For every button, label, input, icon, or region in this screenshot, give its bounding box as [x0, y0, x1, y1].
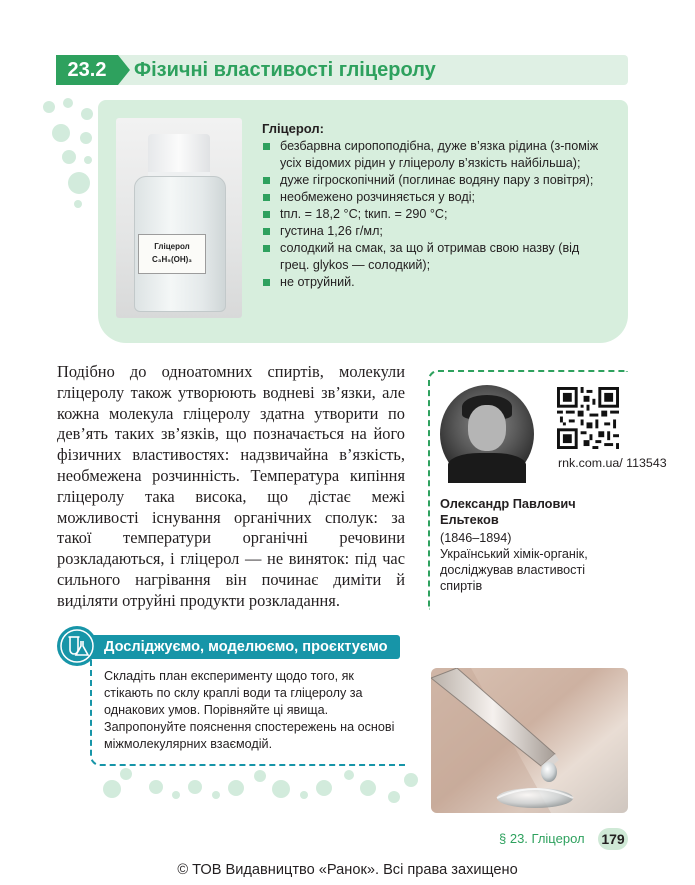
bottle-label: [138, 234, 206, 274]
footer-section-ref: § 23. Гліцерол: [499, 831, 585, 846]
dropper-photo: [431, 668, 628, 813]
decor-dot: [228, 780, 244, 796]
decor-dot: [103, 780, 121, 798]
biography-years: (1846–1894): [440, 531, 512, 545]
bottle-cap: [148, 134, 210, 174]
decor-dot: [212, 791, 220, 799]
decor-dot: [62, 150, 76, 164]
research-title: Досліджуємо, моделюємо, проєктуємо: [104, 639, 388, 655]
section-number: 23.2: [56, 55, 118, 85]
decor-dot: [316, 780, 332, 796]
biography-name: Олександр Павлович Ельтеков: [440, 496, 576, 527]
page-number: 179: [598, 828, 628, 850]
decor-dot: [254, 770, 266, 782]
decor-dot: [52, 124, 70, 142]
decor-dot: [300, 791, 308, 799]
dropper-illustration: [431, 668, 628, 813]
main-paragraph: Подібно до одноатомних спиртів, молекули гліцеролу також утворюють водневі зв’язки, але кожна молекула гліцеролу здатна утворити по дев’ять таких зв’язків, що позначається на його фізичних властивостях: надзвичайна в’язкість, необмежена розчинність. Температура кипіння гліцеролу така висока, що дістає межі можливості існування органічних сполук: за такої температури органічні речовини розкладаються, і гліцерол — не виняток: під час сильного нагрівання він починає диміти й виділяти отруйні продукти розкладання.: [57, 362, 405, 610]
biography-text: [440, 530, 610, 594]
decor-dot: [84, 156, 92, 164]
decor-dot: [68, 172, 90, 194]
bottle-label-formula: C₃H₅(OH)₃: [152, 255, 192, 264]
decor-dot: [272, 780, 290, 798]
decor-dot: [188, 780, 202, 794]
portrait-coat: [448, 453, 526, 483]
decor-dot: [120, 768, 132, 780]
decor-dot: [81, 108, 93, 120]
decor-dot: [80, 132, 92, 144]
list-item: tпл. = 18,2 °C; tкип. = 290 °C;: [262, 206, 607, 223]
biography-description: Український хімік-органік, досліджував властивості спиртів: [440, 547, 588, 593]
decor-dot: [388, 791, 400, 803]
qr-code-icon[interactable]: [557, 387, 619, 449]
decor-dot: [360, 780, 376, 796]
properties-list: [262, 138, 607, 291]
portrait-photo: [440, 385, 534, 483]
qr-link-text[interactable]: rnk.com.ua/ 113543: [558, 456, 667, 470]
properties-title: Гліцерол:: [262, 121, 324, 136]
list-item: солодкий на смак, за що й отримав свою назву (від грец. glykos — солодкий);: [262, 240, 607, 274]
flask-icon-graphic: [57, 626, 97, 666]
decor-dot: [63, 98, 73, 108]
flask-icon: [57, 626, 97, 666]
list-item: густина 1,26 г/мл;: [262, 223, 607, 240]
bottle-label-name: Гліцерол: [154, 242, 190, 251]
list-item: дуже гігроскопічний (поглинає водяну пару з повітря);: [262, 172, 607, 189]
decor-dot: [172, 791, 180, 799]
glycerol-bottle-photo: [116, 118, 242, 318]
decor-dot: [149, 780, 163, 794]
decor-dot: [74, 200, 82, 208]
list-item: необмежено розчиняється у воді;: [262, 189, 607, 206]
research-text: Складіть план експерименту щодо того, як стікають по склу краплі води та гліцеролу за однакових умов. Порівняйте ці явища. Запропонуйте пояснення спостережень на основі міжмолекулярних взаємодій.: [104, 669, 395, 751]
decor-dot: [43, 101, 55, 113]
list-item: безбарвна сиропоподібна, дуже в’язка рідина (з-поміж усіх відомих рідин у гліцеролу в’язкість найбільша);: [262, 138, 607, 172]
copyright-text: © ТОВ Видавництво «Ранок». Всі права захищено: [177, 862, 518, 878]
portrait-face: [468, 405, 506, 451]
section-title: Фізичні властивості гліцеролу: [134, 59, 436, 81]
list-item: не отруйний.: [262, 274, 607, 291]
decor-dot: [344, 770, 354, 780]
decor-dot: [404, 773, 418, 787]
